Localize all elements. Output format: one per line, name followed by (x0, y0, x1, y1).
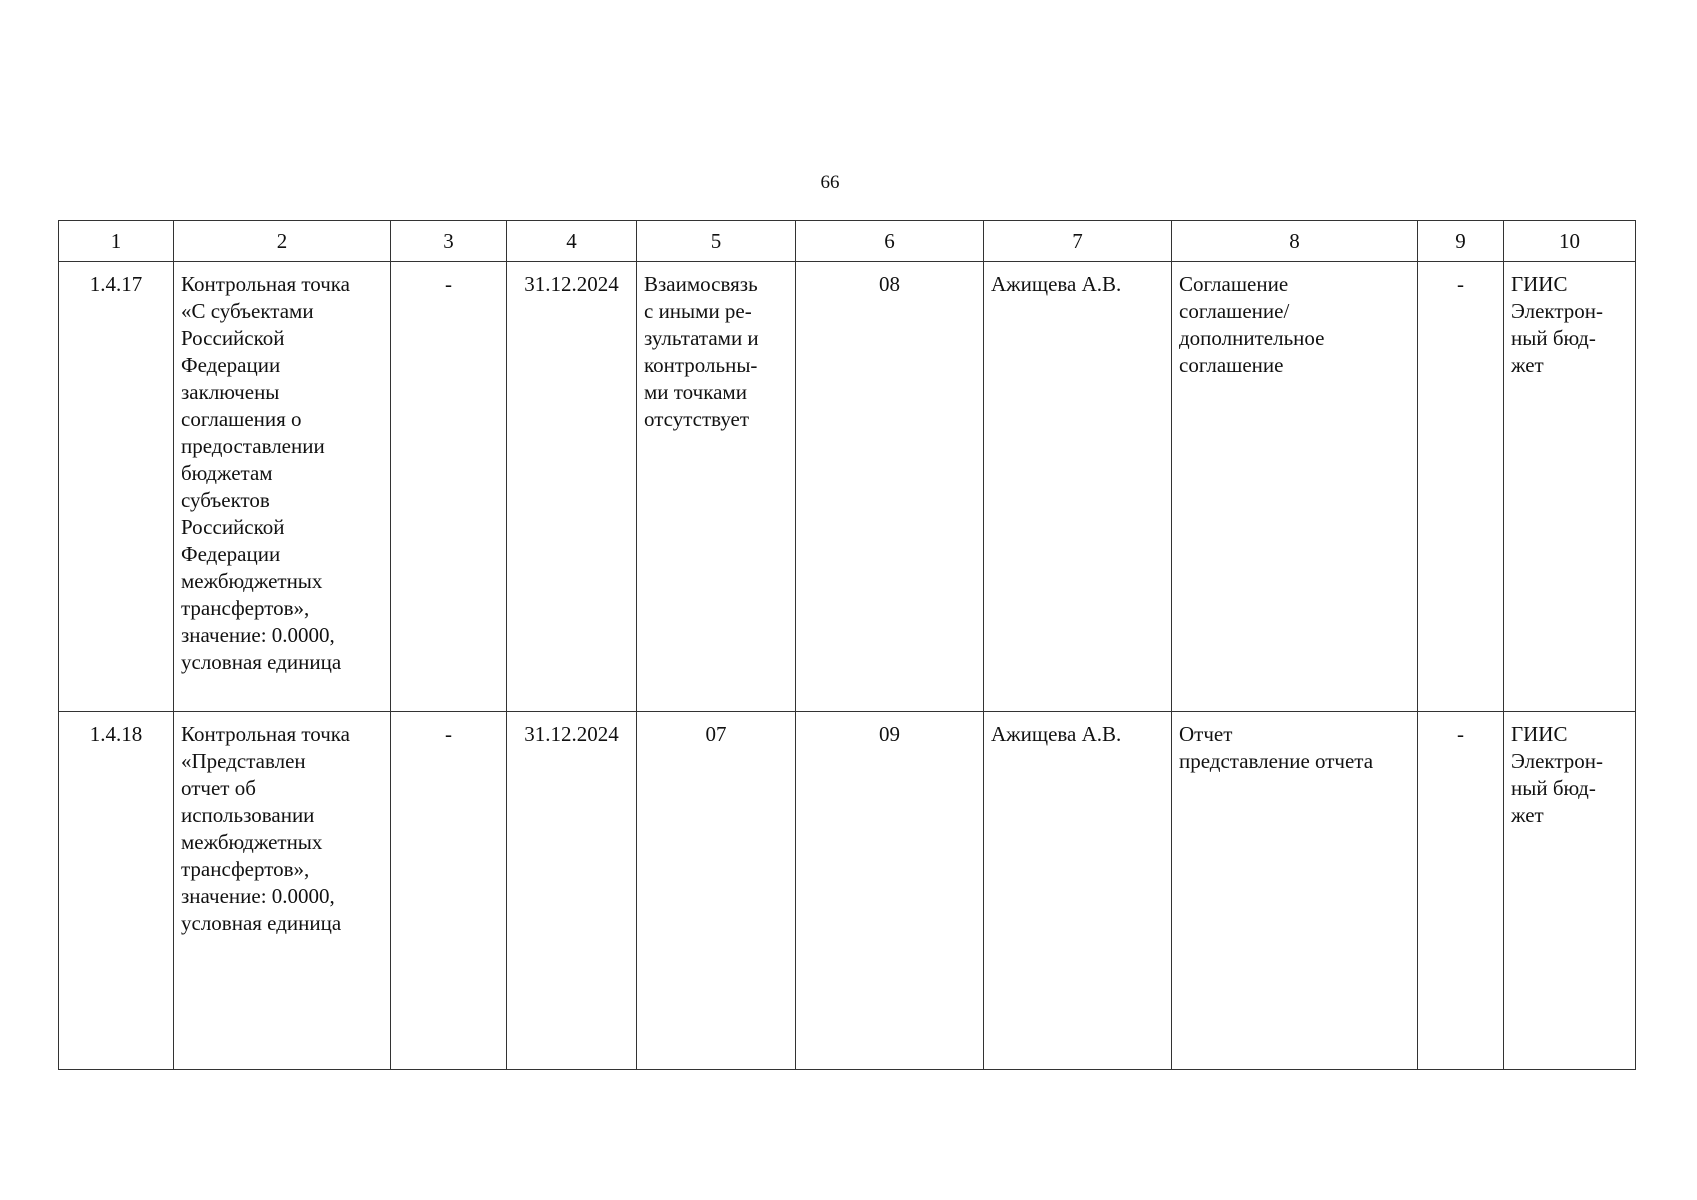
information-system: ГИИС Электрон- ный бюд- жет (1504, 262, 1636, 712)
deadline-date: 31.12.2024 (507, 262, 637, 712)
header-cell-5: 5 (637, 221, 796, 262)
relationship-cell: 07 (637, 712, 796, 1070)
header-row (59, 221, 1636, 262)
information-system: ГИИС Электрон- ный бюд- жет (1504, 712, 1636, 1070)
cell-col3: - (391, 262, 507, 712)
header-cell-2: 2 (174, 221, 391, 262)
row-number: 1.4.18 (59, 712, 174, 1070)
control-points-table (58, 220, 1636, 1070)
document-type: Отчет представление отчета (1172, 712, 1418, 1070)
header-cell-10: 10 (1504, 221, 1636, 262)
header-cell-9: 9 (1418, 221, 1504, 262)
row-number: 1.4.17 (59, 262, 174, 712)
responsible-person: Ажищева А.В. (984, 262, 1172, 712)
cell-col9: - (1418, 262, 1504, 712)
table-row (59, 712, 1636, 1070)
control-point-name: Контрольная точка «Представлен отчет об использовании межбюджетных трансфертов», значение: 0.0000, условная единица (174, 712, 391, 1070)
table-row (59, 262, 1636, 712)
control-point-name: Контрольная точка «С субъектами Российской Федерации заключены соглашения о предоставлении бюджетам субъектов Российской Федерации межбюджетных трансфертов», значение: 0.0000, условная единица (174, 262, 391, 712)
header-cell-8: 8 (1172, 221, 1418, 262)
header-cell-3: 3 (391, 221, 507, 262)
cell-col3: - (391, 712, 507, 1070)
header-cell-4: 4 (507, 221, 637, 262)
responsible-person: Ажищева А.В. (984, 712, 1172, 1070)
header-cell-7: 7 (984, 221, 1172, 262)
header-cell-6: 6 (796, 221, 984, 262)
cell-col9: - (1418, 712, 1504, 1070)
relationship-cell: Взаимосвязь с иными ре- зультатами и контрольны- ми точками отсутствует (637, 262, 796, 712)
deadline-date: 31.12.2024 (507, 712, 637, 1070)
cell-col6: 09 (796, 712, 984, 1070)
page-number: 66 (820, 172, 840, 193)
header-cell-1: 1 (59, 221, 174, 262)
cell-col6: 08 (796, 262, 984, 712)
document-type: Соглашение соглашение/ дополнительное соглашение (1172, 262, 1418, 712)
